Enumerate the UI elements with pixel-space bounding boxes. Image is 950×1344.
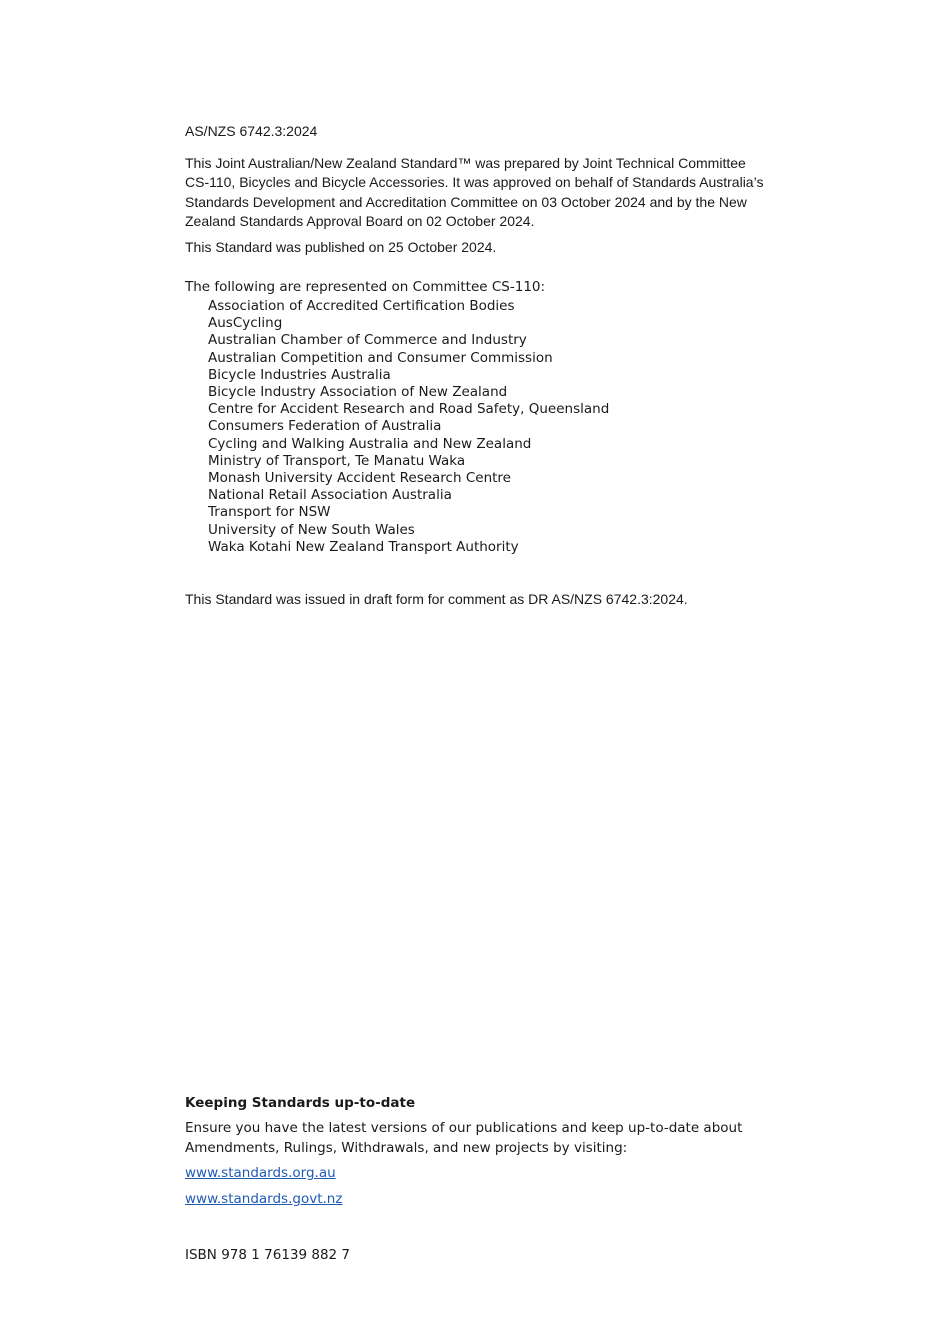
committee-member: Bicycle Industry Association of New Zealand (208, 384, 508, 401)
committee-member: Australian Chamber of Commerce and Industry (208, 332, 527, 349)
committee-section (185, 278, 785, 556)
isbn: ISBN 978 1 76139 882 7 (185, 1247, 351, 1263)
preparation-paragraph: This Joint Australian/New Zealand Standard™ was prepared by Joint Technical Committee CS-110, Bicycles and Bicycle Accessories. It was approved on behalf of Standards Australia’s Standards Development and Accreditation Committee on 03 October 2024 and by the New Zealand Standards Approval Board on 02 October 2024. (185, 155, 764, 230)
committee-member: Transport for NSW (208, 504, 331, 521)
standards-australia-link[interactable]: www.standards.org.au (185, 1165, 336, 1181)
committee-member: Bicycle Industries Australia (208, 366, 391, 383)
committee-member-list (185, 298, 785, 556)
committee-member: Cycling and Walking Australia and New Zealand (208, 435, 532, 452)
keeping-up-to-date-heading: Keeping Standards up-to-date (185, 1095, 416, 1111)
committee-intro: The following are represented on Committee CS-110: (185, 279, 546, 295)
committee-member: University of New South Wales (208, 521, 415, 538)
keeping-up-to-date-section (185, 1094, 785, 1208)
committee-member: Waka Kotahi New Zealand Transport Authority (208, 538, 519, 555)
committee-member: Association of Accredited Certification Bodies (208, 298, 515, 314)
committee-member: National Retail Association Australia (208, 487, 452, 504)
committee-member: Ministry of Transport, Te Manatu Waka (208, 452, 466, 469)
keeping-up-to-date-text: Ensure you have the latest versions of our publications and keep up-to-date about Amendments, Rulings, Withdrawals, and new projects by visiting: (185, 1120, 743, 1156)
standards-new-zealand-link[interactable]: www.standards.govt.nz (185, 1191, 343, 1207)
draft-statement: This Standard was issued in draft form for comment as DR AS/NZS 6742.3:2024. (185, 591, 688, 607)
published-statement: This Standard was published on 25 October 2024. (185, 239, 497, 255)
committee-member: Australian Competition and Consumer Commission (208, 349, 553, 366)
committee-member: Monash University Accident Research Centre (208, 470, 511, 487)
committee-member: AusCycling (208, 315, 283, 332)
standard-designation: AS/NZS 6742.3:2024 (185, 123, 318, 139)
committee-member: Consumers Federation of Australia (208, 418, 442, 435)
committee-member: Centre for Accident Research and Road Safety, Queensland (208, 401, 610, 418)
